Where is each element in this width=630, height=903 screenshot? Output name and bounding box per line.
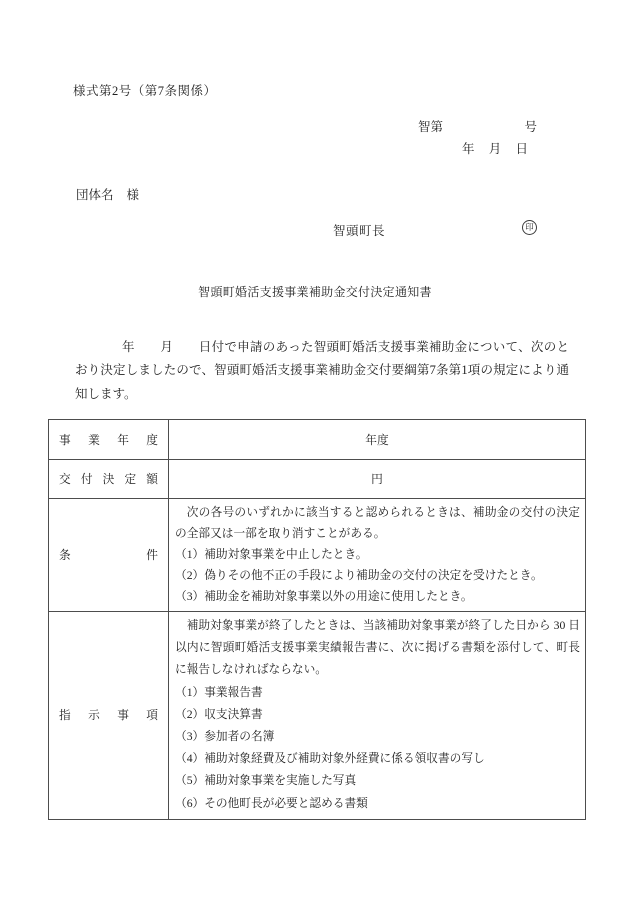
- addressee-honorific: 様: [126, 188, 140, 202]
- instructions-item: （2）収支決算書: [175, 707, 263, 721]
- doc-number-prefix: 智第: [418, 120, 444, 134]
- business-year-label: 事 業 年 度: [59, 433, 158, 447]
- conditions-item: （2）偽りその他不正の手段により補助金の交付の決定を受けたとき。: [175, 569, 543, 582]
- instructions-item: （6）その他町長が必要と認める書類: [175, 796, 368, 810]
- business-year-value: 年度: [169, 420, 586, 460]
- date-line: [462, 139, 528, 157]
- seal-icon: 印: [522, 220, 537, 235]
- conditions-item: （1）補助対象事業を中止したとき。: [175, 548, 368, 561]
- addressee-label: 団体名: [76, 188, 114, 202]
- grant-amount-row: [49, 460, 586, 499]
- addressee-line: [76, 185, 139, 203]
- doc-number-suffix: 号: [524, 120, 537, 134]
- form-label: 様式第2号（第7条関係）: [73, 84, 217, 98]
- conditions-item: （3）補助金を補助対象事業以外の用途に使用したとき。: [175, 590, 473, 603]
- business-year-row: [49, 420, 586, 460]
- instructions-item: （4）補助対象経費及び補助対象外経費に係る領収書の写し: [175, 752, 485, 766]
- date-day-label: 日: [515, 142, 528, 156]
- doc-number-line: [418, 117, 537, 135]
- instructions-intro: 補助対象事業が終了したときは、当該補助対象事業が終了した日から 30 日以内に智頭町婚活支援事業実績報告書に、次に掲げる書類を添付して、町長に報告しなければならない。: [175, 619, 580, 677]
- document-title: 智頭町婚活支援事業補助金交付決定通知書: [198, 285, 432, 299]
- sender-title: 智頭町長: [333, 224, 386, 238]
- instructions-item: （1）事業報告書: [175, 685, 263, 699]
- instructions-item: （5）補助対象事業を実施した写真: [175, 774, 357, 788]
- grant-amount-value: 円: [169, 460, 586, 499]
- conditions-row: [49, 499, 586, 612]
- instructions-item: （3）参加者の名簿: [175, 730, 275, 744]
- body-paragraph: 年 月 日付で申請のあった智頭町婚活支援事業補助金について、次のとおり決定しましたので、智頭町婚活支援事業補助金交付要綱第7条第1項の規定により通知します。: [75, 340, 569, 401]
- instructions-label: 指 示 事 項: [59, 709, 158, 723]
- notice-table: [48, 419, 586, 820]
- grant-amount-label: 交 付 決 定 額: [59, 473, 158, 486]
- date-year-label: 年: [462, 142, 475, 156]
- instructions-row: [49, 612, 586, 820]
- date-month-label: 月: [488, 142, 502, 156]
- conditions-intro: 次の各号のいずれかに該当すると認められるときは、補助金の交付の決定の全部又は一部を取り消すことがある。: [175, 506, 580, 540]
- conditions-label: 条 件: [59, 549, 158, 562]
